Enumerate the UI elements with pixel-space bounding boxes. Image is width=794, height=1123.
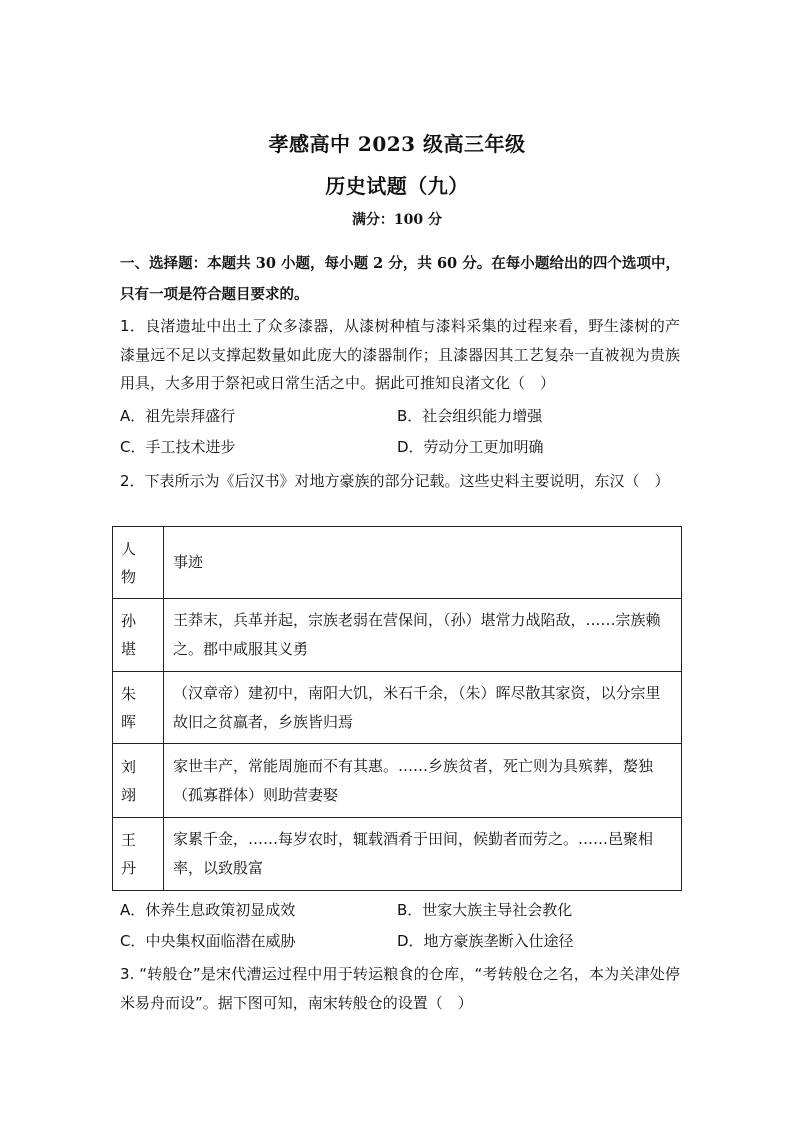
table-row	[113, 672, 682, 744]
table-row	[113, 599, 682, 672]
full-score: 满分：100 分	[351, 212, 443, 228]
table-cell-person: 刘翊	[113, 744, 164, 818]
question-2-stem: 2．下表所示为《后汉书》对地方豪族的部分记载。这些史料主要说明，东汉（ ）	[120, 472, 670, 490]
question-2-option-a: A．休养生息政策初显成效	[120, 901, 296, 919]
table-header-row	[113, 527, 682, 599]
table-cell-deeds: （汉章帝）建初中，南阳大饥，米石千余，（朱）晖尽散其家资，以分宗里故旧之贫羸者，乡族皆归焉	[164, 672, 682, 744]
table-cell-deeds: 家世丰产，常能周施而不有其惠。……乡族贫者，死亡则为具殡葬，嫠独（孤寡群体）则助营妻娶	[164, 744, 682, 818]
table-row	[113, 744, 682, 818]
table-cell-person: 朱晖	[113, 672, 164, 744]
question-1-option-b: B．社会组织能力增强	[397, 407, 543, 425]
table-header-deeds: 事迹	[164, 527, 682, 599]
section-instructions: 一、选择题：本题共 30 小题，每小题 2 分，共 60 分。在每小题给出的四个选项中，只有一项是符合题目要求的。	[120, 255, 680, 303]
question-1-stem: 1．良渚遗址中出土了众多漆器，从漆树种植与漆料采集的过程来看，野生漆树的产漆量远不足以支撑起数量如此庞大的漆器制作；且漆器因其工艺复杂一直被视为贵族用具，大多用于祭祀或日常生活之中。据此可推知良渚文化（ ）	[120, 317, 680, 392]
table-cell-person: 王丹	[113, 818, 164, 891]
exam-title: 孝感高中 2023 级高三年级	[268, 132, 526, 156]
question-1-option-a: A．祖先崇拜盛行	[120, 407, 236, 425]
table-cell-deeds: 王莽末，兵革并起，宗族老弱在营保间，（孙）堪常力战陷敌，……宗族赖之。郡中咸服其义勇	[164, 599, 682, 672]
question-2-option-b: B．世家大族主导社会教化	[397, 901, 573, 919]
table-cell-person: 孙堪	[113, 599, 164, 672]
records-table	[112, 526, 682, 891]
table-header-person: 人物	[113, 527, 164, 599]
table-row	[113, 818, 682, 891]
question-2-option-c: C．中央集权面临潜在威胁	[120, 932, 296, 950]
table-cell-deeds: 家累千金，……每岁农时，辄载酒肴于田间，候勤者而劳之。……邑聚相率，以致殷富	[164, 818, 682, 891]
question-2-option-d: D．地方豪族垄断入仕途径	[397, 932, 574, 950]
question-1-option-d: D．劳动分工更加明确	[397, 438, 544, 456]
question-1-option-c: C．手工技术进步	[120, 438, 236, 456]
question-3-stem: 3. “转般仓”是宋代漕运过程中用于转运粮食的仓库，“考转般仓之名，本为关津处停米易舟而设”。据下图可知，南宋转般仓的设置（ ）	[120, 965, 680, 1012]
exam-subtitle: 历史试题（九）	[325, 174, 469, 198]
